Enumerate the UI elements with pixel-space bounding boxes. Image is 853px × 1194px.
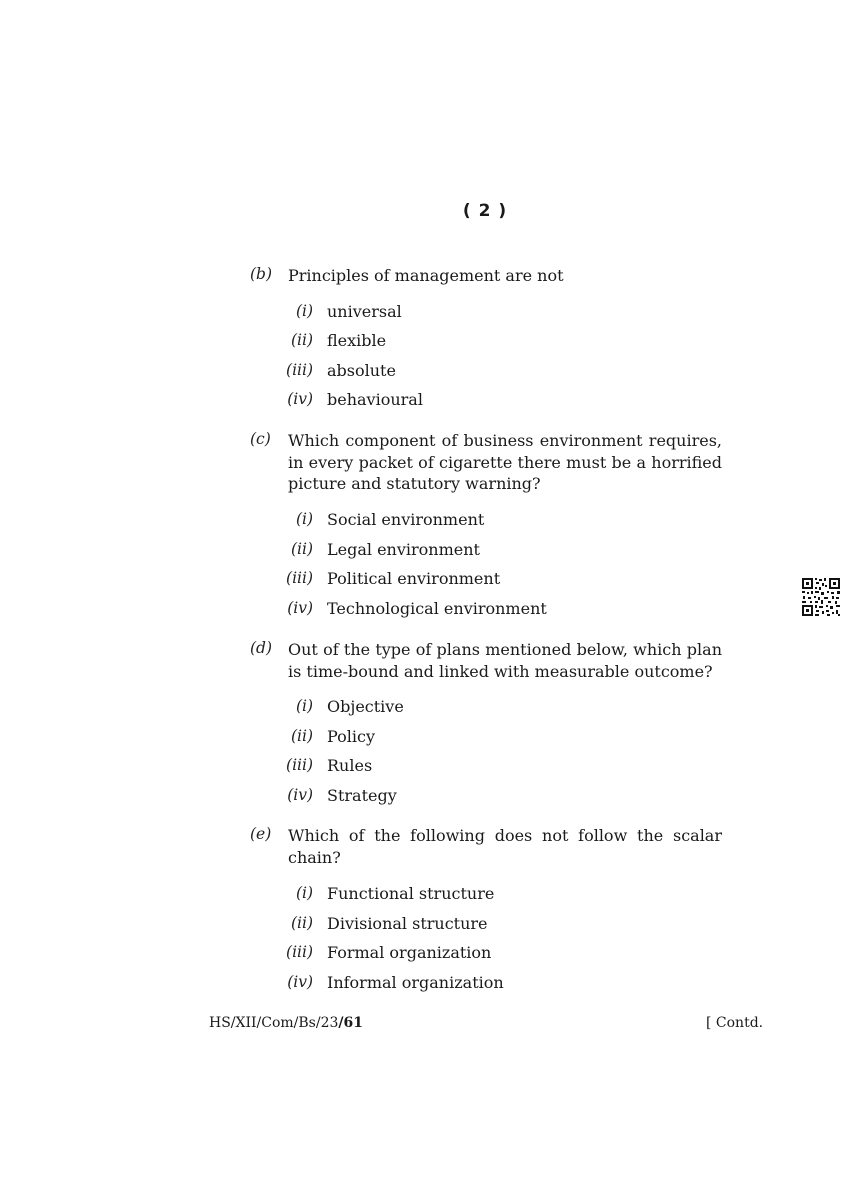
option-item	[250, 302, 722, 324]
option-label: (i)	[295, 302, 313, 320]
option-item	[250, 697, 722, 719]
paper-code-suffix: /61	[338, 1015, 364, 1031]
question-text: Which component of business environment requires, in every packet of cigarette there must be a horrified picture and statutory warning?	[288, 431, 722, 493]
option-label: (iv)	[287, 390, 313, 408]
option-text: Formal organization	[327, 943, 492, 962]
option-item	[250, 727, 722, 749]
option-label: (iii)	[286, 756, 313, 774]
option-item	[250, 569, 722, 591]
page-number: ( 2 )	[462, 201, 508, 221]
option-text: Legal environment	[327, 540, 480, 559]
question-label: (b)	[250, 265, 273, 283]
qr-code-icon	[801, 577, 841, 617]
option-text: Informal organization	[327, 973, 504, 992]
option-text: Strategy	[327, 786, 397, 805]
option-item	[250, 943, 722, 965]
question-c	[250, 430, 722, 618]
question-label: (c)	[250, 430, 271, 448]
question-text: Which of the following does not follow the scalar chain?	[288, 826, 722, 867]
option-label: (ii)	[290, 914, 313, 932]
option-label: (i)	[295, 884, 313, 902]
option-item	[250, 599, 722, 621]
option-text: Objective	[327, 697, 404, 716]
paper-code	[209, 1015, 363, 1031]
paper-code-prefix: HS/XII/Com/Bs/23	[209, 1015, 339, 1031]
question-label: (e)	[250, 825, 272, 843]
option-text: Divisional structure	[327, 914, 488, 933]
option-item	[250, 361, 722, 383]
option-label: (ii)	[290, 540, 313, 558]
continued-label: [ Contd.	[706, 1015, 764, 1031]
option-label: (iii)	[286, 361, 313, 379]
option-text: universal	[327, 302, 402, 321]
option-label: (iv)	[287, 973, 313, 991]
question-text: Principles of management are not	[288, 266, 564, 285]
option-text: absolute	[327, 361, 396, 380]
option-label: (ii)	[290, 727, 313, 745]
option-text: Functional structure	[327, 884, 495, 903]
option-label: (iii)	[286, 569, 313, 587]
option-item	[250, 884, 722, 906]
option-item	[250, 914, 722, 936]
question-b	[250, 265, 722, 409]
option-item	[250, 786, 722, 808]
option-item	[250, 540, 722, 562]
question-e	[250, 825, 722, 992]
option-text: Rules	[327, 756, 373, 775]
option-item	[250, 510, 722, 532]
option-text: Social environment	[327, 510, 485, 529]
option-item	[250, 756, 722, 778]
option-text: flexible	[327, 331, 387, 350]
option-text: Technological environment	[327, 599, 547, 618]
question-text: Out of the type of plans mentioned below, which plan is time-bound and linked with measurable outcome?	[288, 640, 722, 681]
option-item	[250, 331, 722, 353]
question-d	[250, 639, 722, 805]
option-label: (i)	[295, 697, 313, 715]
option-text: Political environment	[327, 569, 501, 588]
option-item	[250, 390, 722, 412]
option-text: Policy	[327, 727, 375, 746]
option-label: (iv)	[287, 786, 313, 804]
option-label: (iv)	[287, 599, 313, 617]
option-label: (ii)	[290, 331, 313, 349]
option-item	[250, 973, 722, 995]
option-text: behavioural	[327, 390, 423, 409]
option-label: (iii)	[286, 943, 313, 961]
question-label: (d)	[250, 639, 273, 657]
option-label: (i)	[295, 510, 313, 528]
